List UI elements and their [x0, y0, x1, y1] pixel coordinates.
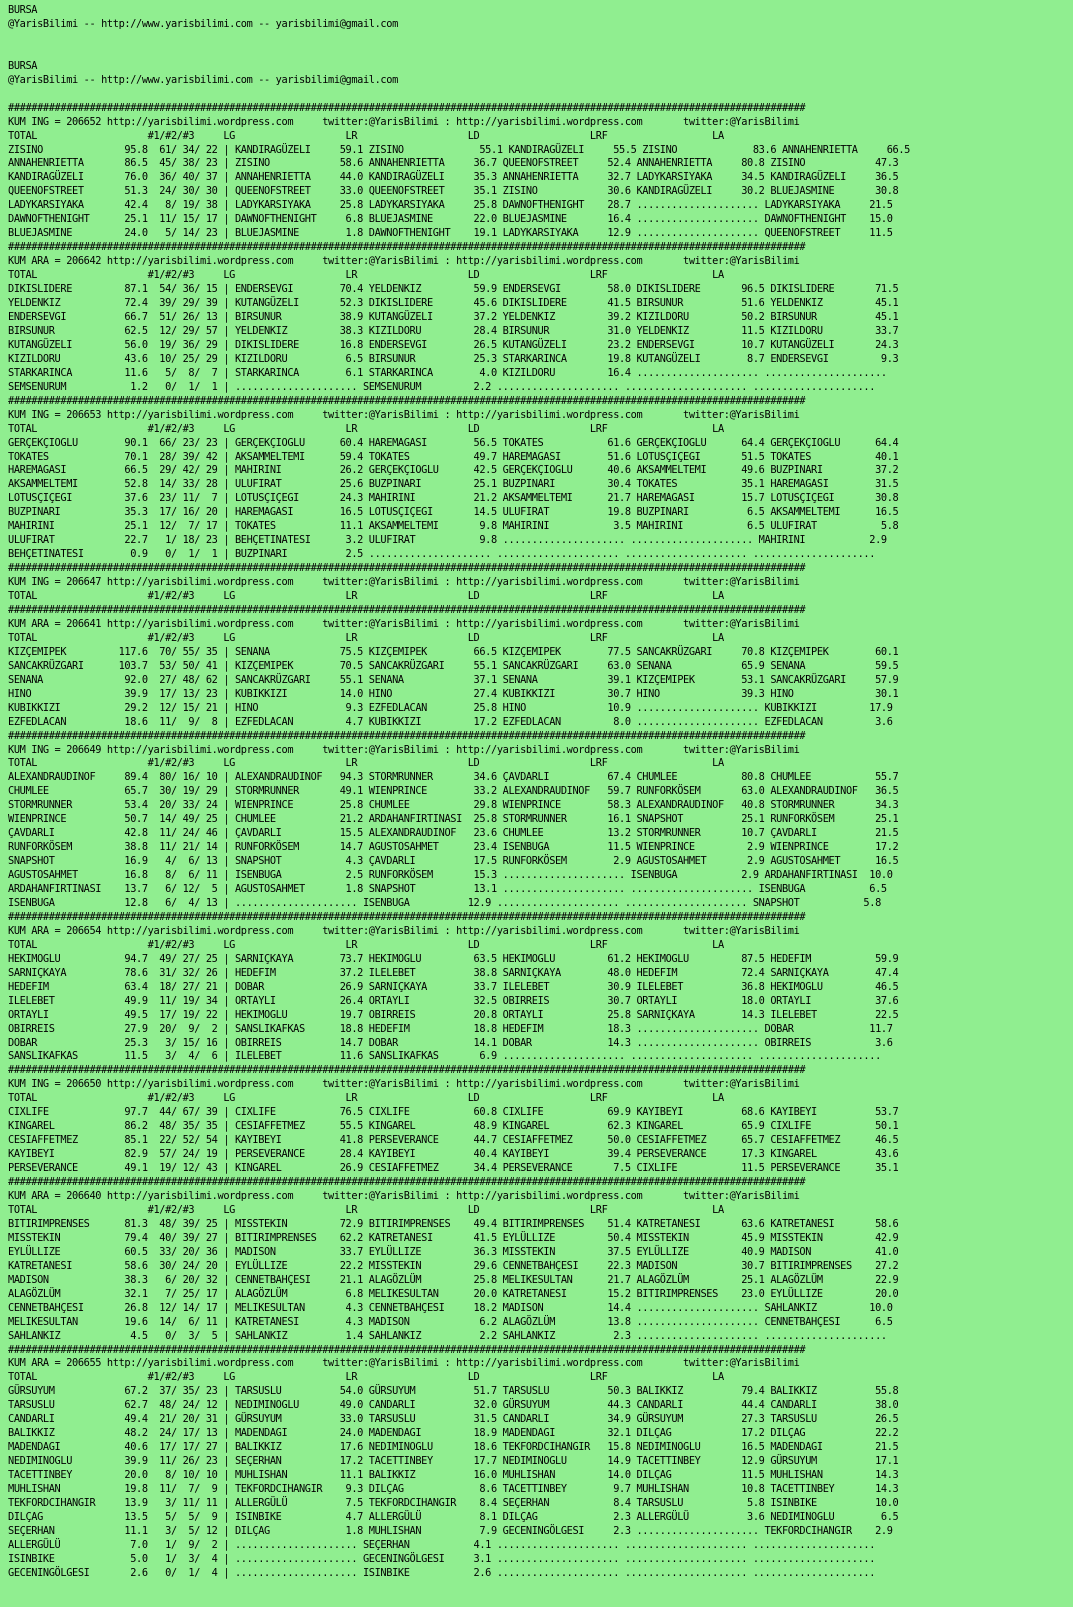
page-subheader: BURSA @YarisBilimi -- http://www.yarisbilimi.com -- yarisbilimi@gmail.com [8, 59, 398, 86]
page-header: BURSA @YarisBilimi -- http://www.yarisbilimi.com -- yarisbilimi@gmail.com [8, 4, 398, 30]
header-spacer [8, 32, 1073, 60]
race-results-text: ######################################################################################################################################### KUM ING = 206652 http://yarisbilimi.wordpress.com twitter:@YarisBilimi : http://yarisbilimi.wordpress.com twitter:@YarisBilimi TOTAL #1/#2/#3 LG LR LD LRF LA ZISINO 95.8 61/ 34/ 22 | KANDIRAGÜZELI 59.1 ZISINO 55.1 KANDIRAGÜZELI 55.5 ZISINO 83.6 ANNAHENRIETTA 66.5 ANNAHENRIETTA 86.5 45/ 38/ 23 | ZISINO 58.6 ANNAHENRIETTA 36.7 QUEENOFSTREET 52.4 ANNAHENRIETTA 80.8 ZISINO 47.3 KANDIRAGÜZELI 76.0 36/ 40/ 37 | ANNAHENRIETTA 44.0 KANDIRAGÜZELI 35.3 ANNAHENRIETTA 32.7 LADYKARSIYAKA 34.5 KANDIRAGÜZELI 36.5 QUEENOFSTREET 51.3 24/ 30/ 30 | QUEENOFSTREET 33.0 QUEENOFSTREET 35.1 ZISINO 30.6 KANDIRAGÜZELI 30.2 BLUEJASMINE 30.8 LADYKARSIYAKA 42.4 8/ 19/ 38 | LADYKARSIYAKA 25.8 LADYKARSIYAKA 25.8 DAWNOFTHENIGHT 28.7 ..................... LADYKARSIYAKA 21.5 DAWNOFTHENIGHT 25.1 11/ 15/ 17 | DAWNOFTHENIGHT 6.8 BLUEJASMINE 22.0 BLUEJASMINE 16.4 ..................... DAWNOFTHENIGHT 15.0 BLUEJASMINE 24.0 5/ 14/ 23 | BLUEJASMINE 1.8 DAWNOFTHENIGHT 19.1 LADYKARSIYAKA 12.9 ..................... QUEENOFSTREET 11.5 ######################################################################################################################################### KUM ARA = 206642 http://yarisbilimi.wordpress.com twitter:@YarisBilimi : http://yarisbilimi.wordpress.com twitter:@YarisBilimi TOTAL #1/#2/#3 LG LR LD LRF LA DIKISLIDERE 87.1 54/ 36/ 15 | ENDERSEVGI 70.4 YELDENKIZ 59.9 ENDERSEVGI 58.0 DIKISLIDERE 96.5 DIKISLIDERE 71.5 YELDENKIZ 72.4 39/ 29/ 39 | KUTANGÜZELI 52.3 DIKISLIDERE 45.6 DIKISLIDERE 41.5 BIRSUNUR 51.6 YELDENKIZ 45.1 ENDERSEVGI 66.7 51/ 26/ 13 | BIRSUNUR 38.9 KUTANGÜZELI 37.2 YELDENKIZ 39.2 KIZILDORU 50.2 BIRSUNUR 45.1 BIRSUNUR 62.5 12/ 29/ 57 | YELDENKIZ 38.3 KIZILDORU 28.4 BIRSUNUR 31.0 YELDENKIZ 11.5 KIZILDORU 33.7 KUTANGÜZELI 56.0 19/ 36/ 29 | DIKISLIDERE 16.8 ENDERSEVGI 26.5 KUTANGÜZELI 23.2 ENDERSEVGI 10.7 KUTANGÜZELI 24.3 KIZILDORU 43.6 10/ 25/ 29 | KIZILDORU 6.5 BIRSUNUR 25.3 STARKARINCA 19.8 KUTANGÜZELI 8.7 ENDERSEVGI 9.3 STARKARINCA 11.6 5/ 8/ 7 | STARKARINCA 6.1 STARKARINCA 4.0 KIZILDORU 16.4 ..................... ..................... SEMSENURUM 1.2 0/ 1/ 1 | ..................... SEMSENURUM 2.2 ..................... ..................... ..................... ######################################################################################################################################### KUM ING = 206653 http://yarisbilimi.wordpress.com twitter:@YarisBilimi : http://yarisbilimi.wordpress.com twitter:@YarisBilimi TOTAL #1/#2/#3 LG LR LD LRF LA GERÇEKÇIOGLU 90.1 66/ 23/ 23 | GERÇEKÇIOGLU 60.4 HAREMAGASI 56.5 TOKATES 61.6 GERÇEKÇIOGLU 64.4 GERÇEKÇIOGLU 64.4 TOKATES 70.1 28/ 39/ 42 | AKSAMMELTEMI 59.4 TOKATES 49.7 HAREMAGASI 51.6 LOTUSÇIÇEGI 51.5 TOKATES 40.1 HAREMAGASI 66.5 29/ 42/ 29 | MAHIRINI 26.2 GERÇEKÇIOGLU 42.5 GERÇEKÇIOGLU 40.6 AKSAMMELTEMI 49.6 BUZPINARI 37.2 AKSAMMELTEMI 52.8 14/ 33/ 28 | ULUFIRAT 25.6 BUZPINARI 25.1 BUZPINARI 30.4 TOKATES 35.1 HAREMAGASI 31.5 LOTUSÇIÇEGI 37.6 23/ 11/ 7 | LOTUSÇIÇEGI 24.3 MAHIRINI 21.2 AKSAMMELTEMI 21.7 HAREMAGASI 15.7 LOTUSÇIÇEGI 30.8 BUZPINARI 35.3 17/ 16/ 20 | HAREMAGASI 16.5 LOTUSÇIÇEGI 14.5 ULUFIRAT 19.8 BUZPINARI 6.5 AKSAMMELTEMI 16.5 MAHIRINI 25.1 12/ 7/ 17 | TOKATES 11.1 AKSAMMELTEMI 9.8 MAHIRINI 3.5 MAHIRINI 6.5 ULUFIRAT 5.8 ULUFIRAT 22.7 1/ 18/ 23 | BEHÇETINATESI 3.2 ULUFIRAT 9.8 ..................... ..................... MAHIRINI 2.9 BEHÇETINATESI 0.9 0/ 1/ 1 | BUZPINARI 2.5 ..................... ..................... ..................... ..................... ######################################################################################################################################### KUM ING = 206647 http://yarisbilimi.wordpress.com twitter:@YarisBilimi : http://yarisbilimi.wordpress.com twitter:@YarisBilimi TOTAL #1/#2/#3 LG LR LD LRF LA ######################################################################################################################################### KUM ARA = 206641 http://yarisbilimi.wordpress.com twitter:@YarisBilimi : http://yarisbilimi.wordpress.com twitter:@YarisBilimi TOTAL #1/#2/#3 LG LR LD LRF LA KIZÇEMIPEK 117.6 70/ 55/ 35 | SENANA 75.5 KIZÇEMIPEK 66.5 KIZÇEMIPEK 77.5 SANCAKRÜZGARI 70.8 KIZÇEMIPEK 60.1 SANCAKRÜZGARI 103.7 53/ 50/ 41 | KIZÇEMIPEK 70.5 SANCAKRÜZGARI 55.1 SANCAKRÜZGARI 63.0 SENANA 65.9 SENANA 59.5 SENANA 92.0 27/ 48/ 62 | SANCAKRÜZGARI 55.1 SENANA 37.1 SENANA 39.1 KIZÇEMIPEK 53.1 SANCAKRÜZGARI 57.9 HINO 39.9 17/ 13/ 23 | KUBIKKIZI 14.0 HINO 27.4 KUBIKKIZI 30.7 HINO 39.3 HINO 30.1 KUBIKKIZI 29.2 12/ 15/ 21 | HINO 9.3 EZFEDLACAN 25.8 HINO 10.9 ..................... KUBIKKIZI 17.9 EZFEDLACAN 18.6 11/ 9/ 8 | EZFEDLACAN 4.7 KUBIKKIZI 17.2 EZFEDLACAN 8.0 ..................... EZFEDLACAN 3.6 ######################################################################################################################################### KUM ING = 206649 http://yarisbilimi.wordpress.com twitter:@YarisBilimi : http://yarisbilimi.wordpress.com twitter:@YarisBilimi TOTAL #1/#2/#3 LG LR LD LRF LA ALEXANDRAUDINOF 89.4 80/ 16/ 10 | ALEXANDRAUDINOF 94.3 STORMRUNNER 34.6 ÇAVDARLI 67.4 CHUMLEE 80.8 CHUMLEE 55.7 CHUMLEE 65.7 30/ 19/ 29 | STORMRUNNER 49.1 WIENPRINCE 33.2 ALEXANDRAUDINOF 59.7 RUNFORKÖSEM 63.0 ALEXANDRAUDINOF 36.5 STORMRUNNER 53.4 20/ 33/ 24 | WIENPRINCE 25.8 CHUMLEE 29.8 WIENPRINCE 58.3 ALEXANDRAUDINOF 40.8 STORMRUNNER 34.3 WIENPRINCE 50.7 14/ 49/ 25 | CHUMLEE 21.2 ARDAHANFIRTINASI 25.8 STORMRUNNER 16.1 SNAPSHOT 25.1 RUNFORKÖSEM 25.1 ÇAVDARLI 42.8 11/ 24/ 46 | ÇAVDARLI 15.5 ALEXANDRAUDINOF 23.6 CHUMLEE 13.2 STORMRUNNER 10.7 ÇAVDARLI 21.5 RUNFORKÖSEM 38.8 11/ 21/ 14 | RUNFORKÖSEM 14.7 AGUSTOSAHMET 23.4 ISENBUGA 11.5 WIENPRINCE 2.9 WIENPRINCE 17.2 SNAPSHOT 16.9 4/ 6/ 13 | SNAPSHOT 4.3 ÇAVDARLI 17.5 RUNFORKÖSEM 2.9 AGUSTOSAHMET 2.9 AGUSTOSAHMET 16.5 AGUSTOSAHMET 16.8 8/ 6/ 11 | ISENBUGA 2.5 RUNFORKÖSEM 15.3 ..................... ISENBUGA 2.9 ARDAHANFIRTINASI 10.0 ARDAHANFIRTINASI 13.7 6/ 12/ 5 | AGUSTOSAHMET 1.8 SNAPSHOT 13.1 ..................... ..................... ISENBUGA 6.5 ISENBUGA 12.8 6/ 4/ 13 | ..................... ISENBUGA 12.9 ..................... ..................... SNAPSHOT 5.8 ######################################################################################################################################### KUM ARA = 206654 http://yarisbilimi.wordpress.com twitter:@YarisBilimi : http://yarisbilimi.wordpress.com twitter:@YarisBilimi TOTAL #1/#2/#3 LG LR LD LRF LA HEKIMOGLU 94.7 49/ 27/ 25 | SARNIÇKAYA 73.7 HEKIMOGLU 63.5 HEKIMOGLU 61.2 HEKIMOGLU 87.5 HEDEFIM 59.9 SARNIÇKAYA 78.6 31/ 32/ 26 | HEDEFIM 37.2 ILELEBET 38.8 SARNIÇKAYA 48.0 HEDEFIM 72.4 SARNIÇKAYA 47.4 HEDEFIM 63.4 18/ 27/ 21 | DOBAR 26.9 SARNIÇKAYA 33.7 ILELEBET 30.9 ILELEBET 36.8 HEKIMOGLU 46.5 ILELEBET 49.9 11/ 19/ 34 | ORTAYLI 26.4 ORTAYLI 32.5 OBIRREIS 30.7 ORTAYLI 18.0 ORTAYLI 37.6 ORTAYLI 49.5 17/ 19/ 22 | HEKIMOGLU 19.7 OBIRREIS 20.8 ORTAYLI 25.8 SARNIÇKAYA 14.3 ILELEBET 22.5 OBIRREIS 27.9 20/ 9/ 2 | SANSLIKAFKAS 18.8 HEDEFIM 18.8 HEDEFIM 18.3 ..................... DOBAR 11.7 DOBAR 25.3 3/ 15/ 16 | OBIRREIS 14.7 DOBAR 14.1 DOBAR 14.3 ..................... OBIRREIS 3.6 SANSLIKAFKAS 11.5 3/ 4/ 6 | ILELEBET 11.6 SANSLIKAFKAS 6.9 ..................... ..................... ..................... ######################################################################################################################################### KUM ING = 206650 http://yarisbilimi.wordpress.com twitter:@YarisBilimi : http://yarisbilimi.wordpress.com twitter:@YarisBilimi TOTAL #1/#2/#3 LG LR LD LRF LA CIXLIFE 97.7 44/ 67/ 39 | CIXLIFE 76.5 CIXLIFE 60.8 CIXLIFE 69.9 KAYIBEYI 68.6 KAYIBEYI 53.7 KINGAREL 86.2 48/ 35/ 35 | CESIAFFETMEZ 55.5 KINGAREL 48.9 KINGAREL 62.3 KINGAREL 65.9 CIXLIFE 50.1 CESIAFFETMEZ 85.1 22/ 52/ 54 | KAYIBEYI 41.8 PERSEVERANCE 44.7 CESIAFFETMEZ 50.0 CESIAFFETMEZ 65.7 CESIAFFETMEZ 46.5 KAYIBEYI 82.9 57/ 24/ 19 | PERSEVERANCE 28.4 KAYIBEYI 40.4 KAYIBEYI 39.4 PERSEVERANCE 17.3 KINGAREL 43.6 PERSEVERANCE 49.1 19/ 12/ 43 | KINGAREL 26.9 CESIAFFETMEZ 34.4 PERSEVERANCE 7.5 CIXLIFE 11.5 PERSEVERANCE 35.1 ######################################################################################################################################### KUM ARA = 206640 http://yarisbilimi.wordpress.com twitter:@YarisBilimi : http://yarisbilimi.wordpress.com twitter:@YarisBilimi TOTAL #1/#2/#3 LG LR LD LRF LA BITIRIMPRENSES 81.3 48/ 39/ 25 | MISSTEKIN 72.9 BITIRIMPRENSES 49.4 BITIRIMPRENSES 51.4 KATRETANESI 63.6 KATRETANESI 58.6 MISSTEKIN 79.4 40/ 39/ 27 | BITIRIMPRENSES 62.2 KATRETANESI 41.5 EYLÜLLIZE 50.4 MISSTEKIN 45.9 MISSTEKIN 42.9 EYLÜLLIZE 60.5 33/ 20/ 36 | MADISON 33.7 EYLÜLLIZE 36.3 MISSTEKIN 37.5 EYLÜLLIZE 40.9 MADISON 41.0 KATRETANESI 58.6 30/ 24/ 20 | EYLÜLLIZE 22.2 MISSTEKIN 29.6 CENNETBAHÇESI 22.3 MADISON 30.7 BITIRIMPRENSES 27.2 MADISON 38.3 6/ 20/ 32 | CENNETBAHÇESI 21.1 ALAGÖZLÜM 25.8 MELIKESULTAN 21.7 ALAGÖZLÜM 25.1 ALAGÖZLÜM 22.9 ALAGÖZLÜM 32.1 7/ 25/ 17 | ALAGÖZLÜM 6.8 MELIKESULTAN 20.0 KATRETANESI 15.2 BITIRIMPRENSES 23.0 EYLÜLLIZE 20.0 CENNETBAHÇESI 26.8 12/ 14/ 17 | MELIKESULTAN 4.3 CENNETBAHÇESI 18.2 MADISON 14.4 ..................... SAHLANKIZ 10.0 MELIKESULTAN 19.6 14/ 6/ 11 | KATRETANESI 4.3 MADISON 6.2 ALAGÖZLÜM 13.8 ..................... CENNETBAHÇESI 6.5 SAHLANKIZ 4.5 0/ 3/ 5 | SAHLANKIZ 1.4 SAHLANKIZ 2.2 SAHLANKIZ 2.3 ..................... ..................... ######################################################################################################################################### KUM ARA = 206655 http://yarisbilimi.wordpress.com twitter:@YarisBilimi : http://yarisbilimi.wordpress.com twitter:@YarisBilimi TOTAL #1/#2/#3 LG LR LD LRF LA GÜRSUYUM 67.2 37/ 35/ 23 | TARSUSLU 54.0 GÜRSUYUM 51.7 TARSUSLU 50.3 BALIKKIZ 79.4 BALIKKIZ 55.8 TARSUSLU 62.7 48/ 24/ 12 | NEDIMINOGLU 49.0 CANDARLI 32.0 GÜRSUYUM 44.3 CANDARLI 44.4 CANDARLI 38.0 CANDARLI 49.4 21/ 20/ 31 | GÜRSUYUM 33.0 TARSUSLU 31.5 CANDARLI 34.9 GÜRSUYUM 27.3 TARSUSLU 26.5 BALIKKIZ 48.2 24/ 17/ 13 | MADENDAGI 24.0 MADENDAGI 18.9 MADENDAGI 32.1 DILÇAG 17.2 DILÇAG 22.2 MADENDAGI 40.6 17/ 17/ 27 | BALIKKIZ 17.6 NEDIMINOGLU 18.6 TEKFORDCIHANGIR 15.8 NEDIMINOGLU 16.5 MADENDAGI 21.5 NEDIMINOGLU 39.9 11/ 26/ 23 | SEÇERHAN 17.2 TACETTINBEY 17.7 NEDIMINOGLU 14.9 TACETTINBEY 12.9 GÜRSUYUM 17.1 TACETTINBEY 20.0 8/ 10/ 10 | MUHLISHAN 11.1 BALIKKIZ 16.0 MUHLISHAN 14.0 DILÇAG 11.5 MUHLISHAN 14.3 MUHLISHAN 19.8 11/ 7/ 9 | TEKFORDCIHANGIR 9.3 DILÇAG 8.6 TACETTINBEY 9.7 MUHLISHAN 10.8 TACETTINBEY 14.3 TEKFORDCIHANGIR 13.9 3/ 11/ 11 | ALLERGÜLÜ 7.5 TEKFORDCIHANGIR 8.4 SEÇERHAN 8.4 TARSUSLU 5.8 ISINBIKE 10.0 DILÇAG 13.5 5/ 5/ 9 | ISINBIKE 4.7 ALLERGÜLÜ 8.1 DILÇAG 2.3 ALLERGÜLÜ 3.6 NEDIMINOGLU 6.5 SEÇERHAN 11.1 3/ 5/ 12 | DILÇAG 1.8 MUHLISHAN 7.9 GECENINGÖLGESI 2.3 ..................... TEKFORDCIHANGIR 2.9 ALLERGÜLÜ 7.0 1/ 9/ 2 | ..................... SEÇERHAN 4.1 ..................... ..................... ..................... ISINBIKE 5.0 1/ 3/ 4 | ..................... GECENINGÖLGESI 3.1 ..................... ..................... ..................... GECENINGÖLGESI 2.6 0/ 1/ 4 | ..................... ISINBIKE 2.6 ..................... ..................... ..................... [8, 101, 910, 1579]
header-gap [8, 88, 1073, 102]
